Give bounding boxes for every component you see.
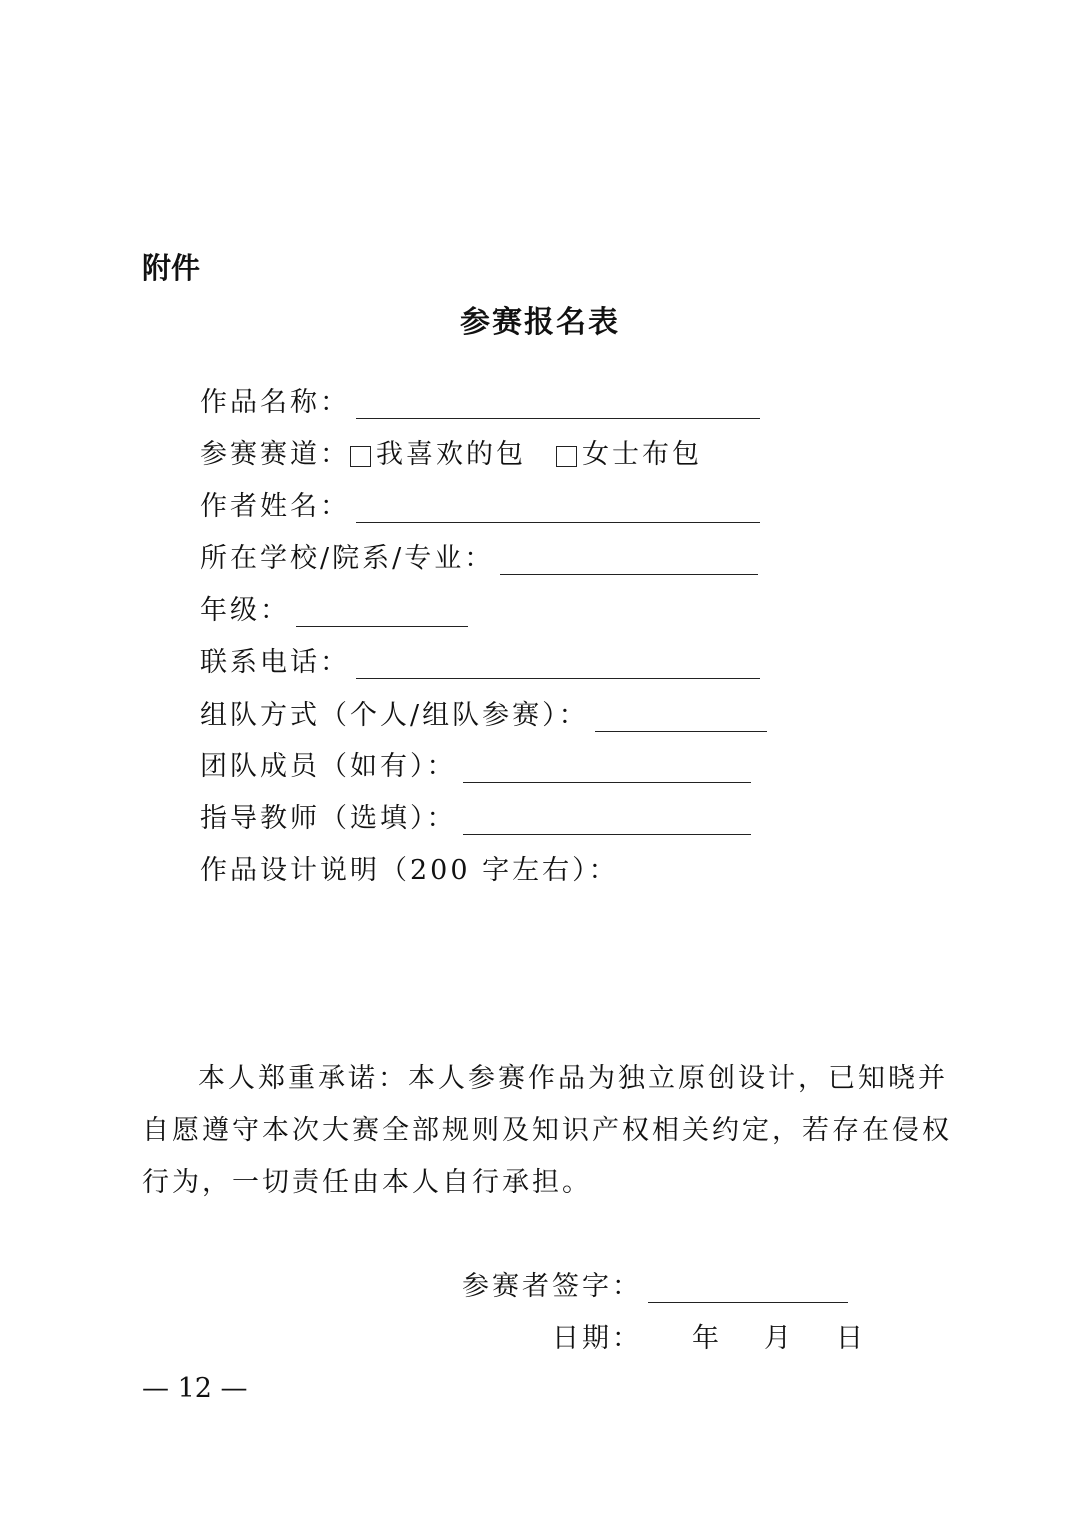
phone-row (200, 640, 760, 679)
track-row (200, 432, 702, 471)
school-blank[interactable] (500, 544, 758, 575)
date-row (552, 1316, 866, 1355)
advisor-label: 指导教师（选填）： (200, 803, 457, 834)
team-members-label: 团队成员（如有）： (200, 751, 457, 782)
date-month: 月 (764, 1323, 794, 1354)
signature-blank[interactable] (648, 1272, 848, 1303)
track-option-1-checkbox[interactable] (350, 446, 371, 467)
grade-label: 年级： (200, 595, 290, 626)
grade-blank[interactable] (296, 596, 468, 627)
track-label: 参赛赛道： (200, 439, 350, 470)
date-year: 年 (692, 1323, 722, 1354)
team-mode-label: 组队方式（个人/组队参赛）： (200, 700, 589, 731)
track-option-2-label: 女士布包 (582, 439, 702, 470)
description-row (200, 848, 619, 887)
author-name-blank[interactable] (356, 492, 760, 523)
description-label: 作品设计说明（200 字左右）： (200, 855, 619, 886)
phone-label: 联系电话： (200, 647, 350, 678)
phone-blank[interactable] (356, 648, 760, 679)
form-title: 参赛报名表 (460, 305, 620, 340)
work-name-row (200, 380, 760, 419)
advisor-blank[interactable] (463, 804, 751, 835)
work-name-label: 作品名称： (200, 387, 350, 418)
date-day: 日 (836, 1323, 866, 1354)
grade-row (200, 588, 468, 627)
work-name-blank[interactable] (356, 388, 760, 419)
track-option-2[interactable] (556, 432, 702, 471)
signature-row (462, 1264, 848, 1303)
track-option-1[interactable] (350, 432, 526, 471)
school-label: 所在学校/院系/专业： (200, 543, 495, 574)
date-label: 日期： (552, 1323, 642, 1354)
page-number: — 12 — (142, 1373, 248, 1404)
team-mode-blank[interactable] (595, 701, 767, 732)
pledge-line-1: 本人郑重承诺：本人参赛作品为独立原创设计，已知晓并 (198, 1063, 948, 1094)
team-mode-row (200, 693, 767, 732)
team-members-row (200, 744, 751, 783)
advisor-row (200, 796, 751, 835)
track-option-1-label: 我喜欢的包 (376, 439, 526, 470)
attachment-label: 附件 (142, 251, 201, 285)
track-option-2-checkbox[interactable] (556, 446, 577, 467)
author-name-row (200, 484, 760, 523)
school-row (200, 536, 758, 575)
pledge-line-2: 自愿遵守本次大赛全部规则及知识产权相关约定，若存在侵权 (142, 1115, 952, 1146)
team-members-blank[interactable] (463, 752, 751, 783)
author-name-label: 作者姓名： (200, 491, 350, 522)
signature-label: 参赛者签字： (462, 1271, 642, 1302)
pledge-line-3: 行为，一切责任由本人自行承担。 (142, 1167, 592, 1198)
